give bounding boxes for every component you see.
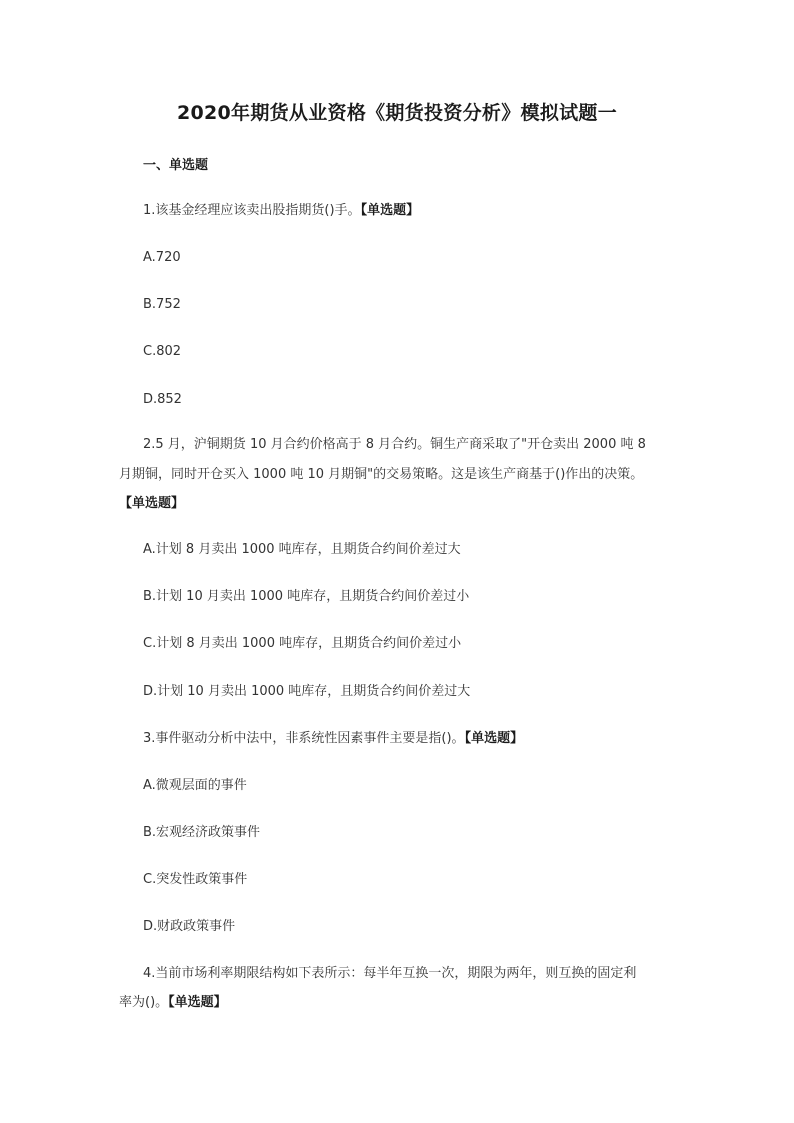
question-2-option-c: C.计划 8 月卖出 1000 吨库存，且期货合约间价差过小 bbox=[143, 636, 462, 651]
question-3-option-a: A.微观层面的事件 bbox=[143, 778, 247, 793]
question-1-option-b: B.752 bbox=[143, 297, 181, 312]
question-1-text: 1.该基金经理应该卖出股指期货()手。 bbox=[143, 203, 361, 218]
question-2-option-a: A.计划 8 月卖出 1000 吨库存，且期货合约间价差过大 bbox=[143, 542, 461, 557]
question-type-tag: 【单选题】 bbox=[119, 496, 185, 511]
question-type-tag: 【单选题】 bbox=[464, 731, 524, 746]
question-3 bbox=[143, 729, 523, 749]
question-2-line-1: 2.5 月，沪铜期货 10 月合约价格高于 8 月合约。铜生产商采取了"开仓卖出 2000 吨 8 bbox=[143, 437, 646, 452]
question-3-text: 3.事件驱动分析中法中，非系统性因素事件主要是指()。 bbox=[143, 731, 465, 746]
question-type-tag: 【单选题】 bbox=[360, 203, 420, 218]
question-3-option-d: D.财政政策事件 bbox=[143, 919, 236, 934]
question-2-line-2: 月期铜，同时开仓买入 1000 吨 10 月期铜"的交易策略。这是该生产商基于()作出的决策。 bbox=[119, 467, 644, 482]
question-1 bbox=[143, 201, 419, 221]
question-2-option-b: B.计划 10 月卖出 1000 吨库存，且期货合约间价差过小 bbox=[143, 589, 470, 604]
question-3-option-b: B.宏观经济政策事件 bbox=[143, 825, 261, 840]
question-2-option-d: D.计划 10 月卖出 1000 吨库存，且期货合约间价差过大 bbox=[143, 684, 471, 699]
question-3-option-c: C.突发性政策事件 bbox=[143, 872, 248, 887]
document-title: 2020年期货从业资格《期货投资分析》模拟试题一 bbox=[176, 102, 618, 124]
question-4-line-2 bbox=[119, 993, 227, 1013]
question-4-text: 率为()。 bbox=[119, 995, 169, 1010]
question-1-option-d: D.852 bbox=[143, 392, 182, 407]
question-4-line-1: 4.当前市场利率期限结构如下表所示：每半年互换一次，期限为两年，则互换的固定利 bbox=[143, 966, 637, 981]
section-heading: 一、单选题 bbox=[143, 158, 209, 173]
question-type-tag: 【单选题】 bbox=[168, 995, 227, 1010]
question-1-option-c: C.802 bbox=[143, 344, 182, 359]
question-1-option-a: A.720 bbox=[143, 250, 181, 265]
